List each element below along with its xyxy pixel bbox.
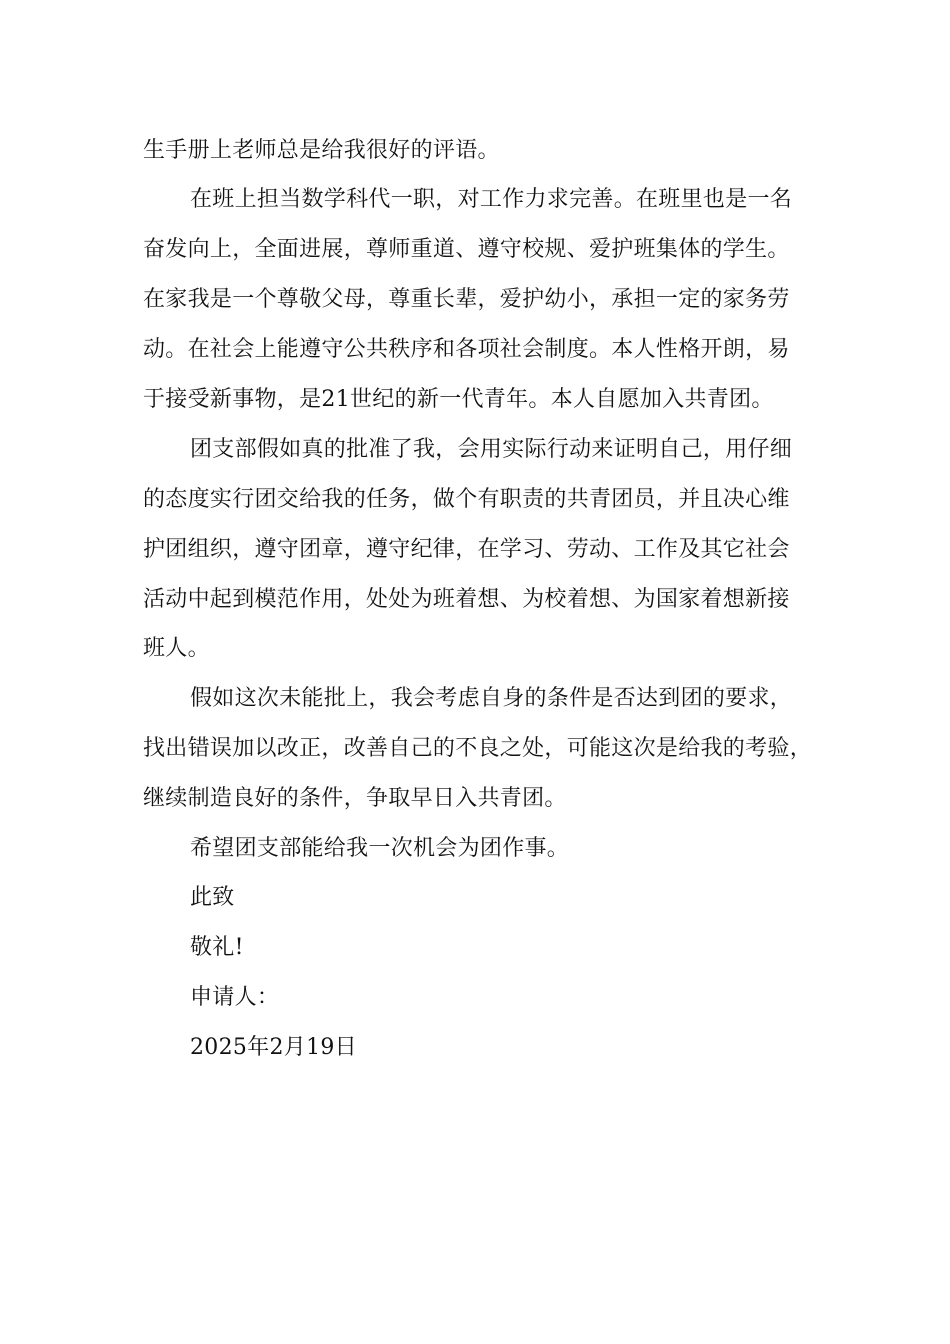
paragraph-line: 于接受新事物，是21世纪的新一代青年。本人自愿加入共青团。 — [143, 387, 774, 412]
paragraph-line: 动。在社会上能遵守公共秩序和各项社会制度。本人性格开朗，易 — [143, 337, 790, 362]
paragraph-line: 在班上担当数学科代一职，对工作力求完善。在班里也是一名 — [190, 187, 793, 212]
paragraph-line: 班人。 — [143, 636, 210, 661]
paragraph-line: 活动中起到模范作用，处处为班着想、为校着想、为国家着想新接 — [143, 587, 790, 612]
paragraph-line: 团支部假如真的批准了我，会用实际行动来证明自己，用仔细 — [190, 437, 793, 462]
paragraph-line: 找出错误加以改正，改善自己的不良之处，可能这次是给我的考验， — [143, 736, 813, 761]
paragraph-line: 继续制造良好的条件，争取早日入共青团。 — [143, 786, 567, 811]
paragraph-line: 奋发向上，全面进展，尊师重道、遵守校规、爱护班集体的学生。 — [143, 237, 790, 262]
salutation-line: 敬礼! — [190, 935, 244, 960]
paragraph-line: 在家我是一个尊敬父母，尊重长辈，爱护幼小，承担一定的家务劳 — [143, 287, 790, 312]
applicant-line: 申请人： — [190, 985, 280, 1010]
date-line: 2025年2月19日 — [190, 1035, 357, 1060]
paragraph-line: 假如这次未能批上，我会考虑自身的条件是否达到团的要求， — [190, 686, 793, 711]
paragraph-line: 希望团支部能给我一次机会为团作事。 — [190, 836, 570, 861]
paragraph-line: 的态度实行团交给我的任务，做个有职责的共青团员，并且决心维 — [143, 487, 790, 512]
closing-line: 此致 — [190, 885, 235, 910]
paragraph-line: 生手册上老师总是给我很好的评语。 — [143, 138, 500, 163]
paragraph-line: 护团组织，遵守团章，遵守纪律，在学习、劳动、工作及其它社会 — [143, 537, 790, 562]
